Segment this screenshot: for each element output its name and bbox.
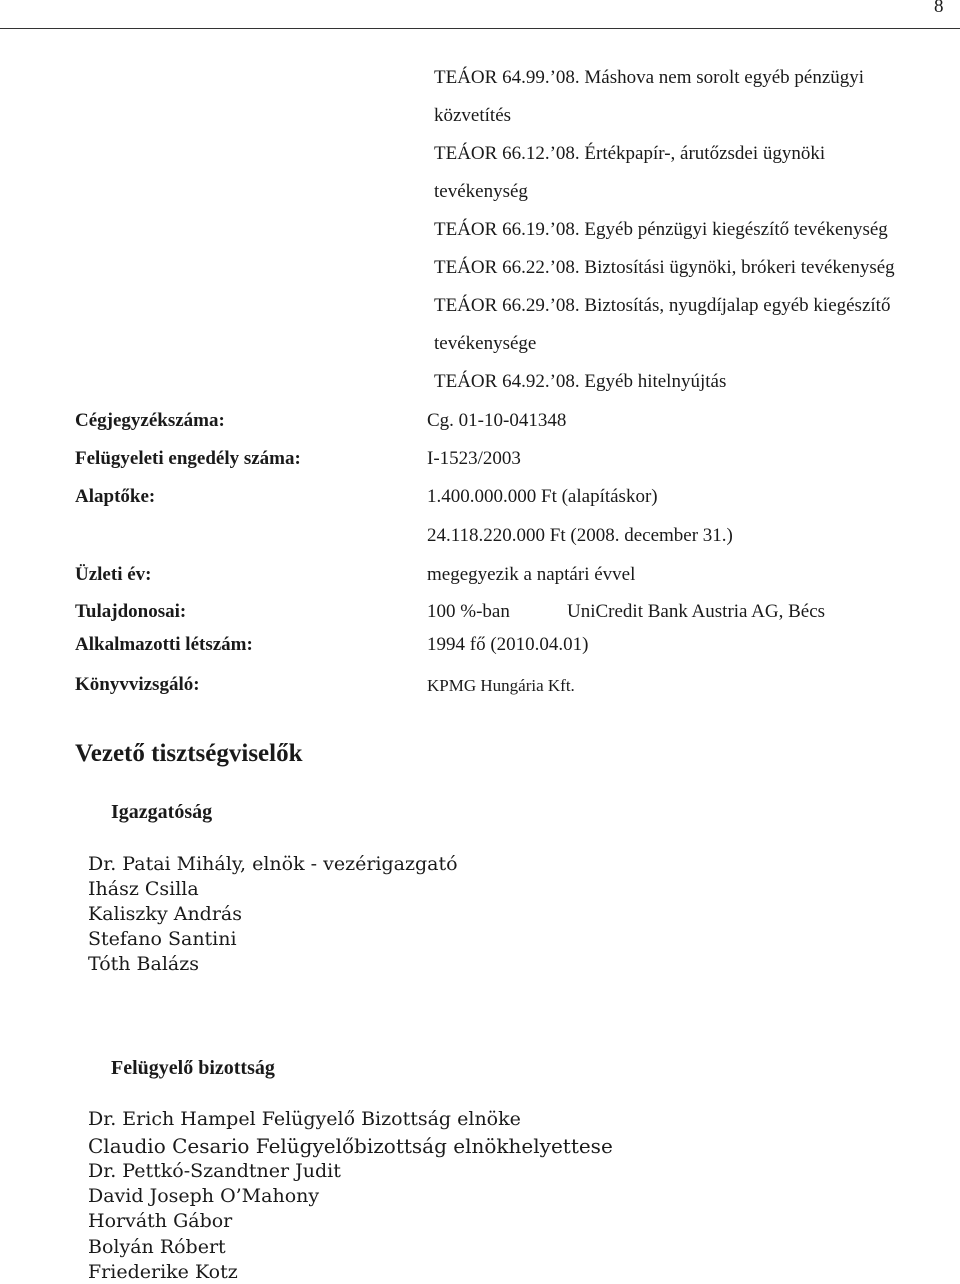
officers-heading: Vezető tisztségviselők <box>75 740 303 767</box>
board-heading: Igazgatóság <box>111 801 213 823</box>
activity-line <box>434 67 960 89</box>
fiscal-year-label: Üzleti év: <box>75 564 152 585</box>
page-number: 8 <box>934 0 944 17</box>
owners-name: UniCredit Bank Austria AG, Bécs <box>567 601 826 622</box>
registry-value: Cg. 01-10-041348 <box>427 410 567 431</box>
activity-line: tevékenység <box>434 181 528 202</box>
activity-text: TEÁOR 64.99.’08. Máshova nem sorolt egyéb pénzügyi <box>434 67 865 88</box>
supervisory-member: Claudio Cesario Felügyelőbizottság elnökhelyettese <box>88 1134 613 1158</box>
activity-line: TEÁOR 64.92.’08. Egyéb hitelnyújtás <box>434 371 727 392</box>
board-member: Kaliszky András <box>88 903 243 925</box>
board-member: Stefano Santini <box>88 928 237 950</box>
activity-line: TEÁOR 66.29.’08. Biztosítás, nyugdíjalap egyéb kiegészítő <box>434 295 891 316</box>
supervisory-member: Horváth Gábor <box>88 1210 233 1232</box>
supervisory-member: David Joseph O’Mahony <box>88 1185 320 1207</box>
supervisory-heading: Felügyelő bizottság <box>111 1057 275 1079</box>
activity-line: közvetítés <box>434 105 512 126</box>
auditor-value: KPMG Hungária Kft. <box>427 676 575 695</box>
activity-line: TEÁOR 66.22.’08. Biztosítási ügynöki, brókeri tevékenység <box>434 257 895 278</box>
owners-label: Tulajdonosai: <box>75 601 187 622</box>
fiscal-year-value: megegyezik a naptári évvel <box>427 564 636 585</box>
owners-share: 100 %-ban <box>427 601 510 622</box>
supervisory-member: Bolyán Róbert <box>88 1236 226 1258</box>
employees-value: 1994 fő (2010.04.01) <box>427 634 589 655</box>
capital-value-current: 24.118.220.000 Ft (2008. december 31.) <box>427 525 733 546</box>
board-member: Tóth Balázs <box>88 953 200 975</box>
registry-label: Cégjegyzékszáma: <box>75 410 225 431</box>
activity-line: TEÁOR 66.19.’08. Egyéb pénzügyi kiegészítő tevékenység <box>434 219 888 240</box>
employees-label: Alkalmazotti létszám: <box>75 634 253 655</box>
license-label: Felügyeleti engedély száma: <box>75 448 301 469</box>
license-value: I-1523/2003 <box>427 448 521 469</box>
auditor-label: Könyvvizsgáló: <box>75 674 200 695</box>
supervisory-member: Dr. Pettkó-Szandtner Judit <box>88 1160 341 1182</box>
board-member: Dr. Patai Mihály, elnök - vezérigazgató <box>88 853 458 875</box>
supervisory-member: Friederike Kotz <box>88 1261 238 1283</box>
capital-label: Alaptőke: <box>75 486 156 507</box>
activity-line: TEÁOR 66.12.’08. Értékpapír-, árutőzsdei ügynöki <box>434 143 826 164</box>
board-member: Ihász Csilla <box>88 878 199 900</box>
supervisory-member: Dr. Erich Hampel Felügyelő Bizottság elnöke <box>88 1108 521 1130</box>
header-rule <box>0 28 960 29</box>
capital-value-founding: 1.400.000.000 Ft (alapításkor) <box>427 486 658 507</box>
activity-line: tevékenysége <box>434 333 537 354</box>
